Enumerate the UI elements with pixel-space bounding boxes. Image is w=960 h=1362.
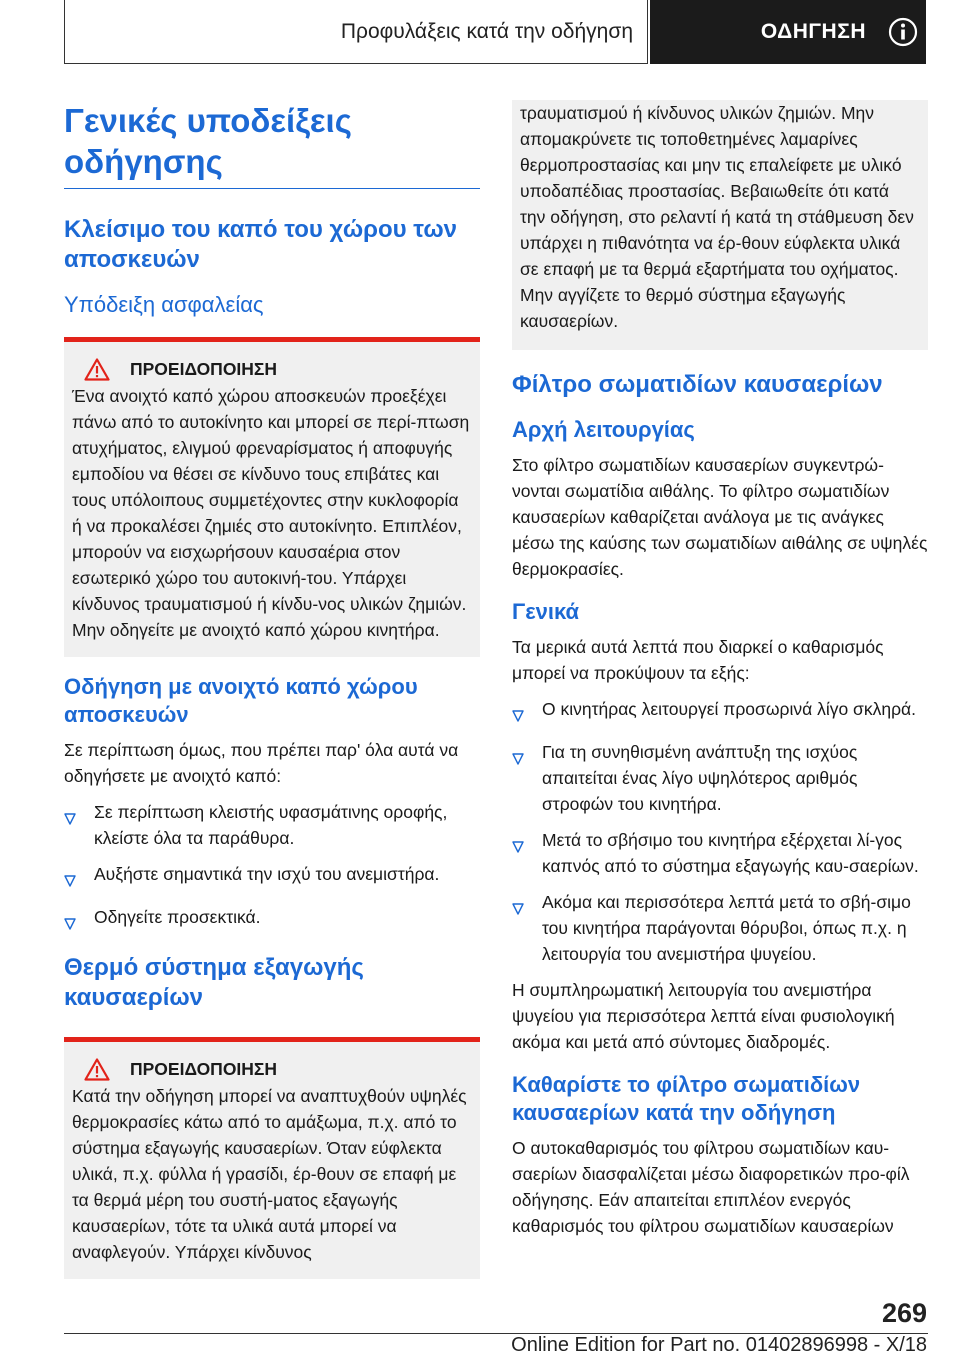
warning-text: τραυματισμού ή κίνδυνος υλικών ζημιών. Μην απομακρύνετε τις τοποθετημένες λαμαρίνες θερμοπροστασίας και μην τις επαλείφετε με υλικό υποδαπέδιας προστασίας. Βεβαιωθείτε ότι κατά την οδήγηση, στο ρελαντί ή κατά τη στάθμευση δεν υπάρχει η πιθανότητα να έρ-θουν εύφλεκτα υλικά σε επαφή με τα θερμά εξαρτήματα του οχήματος. Μην αγγίζετε το θερμό σύστημα εξαγωγής καυσαερίων. bbox=[520, 103, 914, 331]
bullet-triangle-icon bbox=[512, 696, 542, 729]
paragraph-principle: Στο φίλτρο σωματιδίων καυσαερίων συγκεντρώ-νονται σωματίδια αιθάλης. Το φίλτρο σωματιδίων καυσαερίων καθαρίζεται ανάλογα με τις ανάγκες μέσω της καύσης των σωματιδίων αιθάλης σε υψηλές θερμοκρασίες. bbox=[512, 455, 928, 579]
paragraph-fan: Η συμπληρωματική λειτουργία του ανεμιστήρα ψυγείου για περισσότερα λεπτά είναι φυσιολογική ακόμα και μετά από σύντομες διαδρομές. bbox=[512, 980, 895, 1052]
bullet-triangle-icon bbox=[64, 799, 94, 851]
heading-driving-open-lid: Οδήγηση με ανοιχτό καπό χώρου αποσκευών bbox=[64, 674, 418, 727]
warning-label: ΠΡΟΕΙΔΟΠΟΙΗΣΗ bbox=[130, 1059, 278, 1079]
paragraph-general: Τα μερικά αυτά λεπτά που διαρκεί ο καθαρισμός μπορεί να προκύψουν τα εξής: bbox=[512, 637, 884, 683]
paragraph-clean: Ο αυτοκαθαρισμός του φίλτρου σωματιδίων καυ-σαερίων διασφαλίζεται μέσω διαφορετικών προ-φίλ οδήγησης. Εάν απαιτείται επιπλέον ενεργός καθαρισμός του φίλτρου σωματιδίων καυσαερίων bbox=[512, 1138, 910, 1236]
warning-box-luggage bbox=[64, 337, 480, 657]
warning-box-exhaust bbox=[64, 1037, 480, 1279]
bullet-triangle-icon bbox=[64, 904, 94, 937]
list-item bbox=[512, 739, 928, 817]
warning-triangle-icon bbox=[84, 358, 110, 381]
list-item-text: Αυξήστε σημαντικά την ισχύ του ανεμιστήρα. bbox=[94, 864, 440, 884]
warning-label: ΠΡΟΕΙΔΟΠΟΙΗΣΗ bbox=[130, 359, 278, 379]
list-item-text: Ο κινητήρας λειτουργεί προσωρινά λίγο σκληρά. bbox=[542, 699, 917, 719]
header-section-tab bbox=[64, 0, 648, 64]
list-item-text: Σε περίπτωση κλειστής υφασμάτινης οροφής, κλείστε όλα τα παράθυρα. bbox=[94, 802, 448, 848]
bullet-triangle-icon bbox=[512, 889, 542, 967]
warning-triangle-icon bbox=[84, 1058, 110, 1081]
page-number: 269 bbox=[881, 1298, 927, 1328]
list-open-lid bbox=[64, 799, 480, 937]
warning-title bbox=[72, 358, 470, 381]
warning-box-exhaust-continued bbox=[512, 100, 928, 350]
bullet-triangle-icon bbox=[512, 739, 542, 817]
list-item bbox=[512, 827, 928, 879]
header-chapter-tab bbox=[650, 0, 926, 64]
heading-general: Γενικά bbox=[512, 599, 580, 624]
warning-title bbox=[72, 1058, 470, 1081]
list-item bbox=[64, 861, 480, 894]
heading-luggage-lid: Κλείσιμο του καπό του χώρου των αποσκευών bbox=[64, 216, 457, 273]
heading-clean-filter: Καθαρίστε το φίλτρο σωματιδίων καυσαερίων κατά την οδήγηση bbox=[512, 1072, 861, 1125]
header-chapter-title: ΟΔΗΓΗΣΗ bbox=[760, 20, 866, 43]
heading-safety-note: Υπόδειξη ασφαλείας bbox=[64, 292, 264, 317]
warning-text: Ένα ανοιχτό καπό χώρου αποσκευών προεξέχει πάνω από το αυτοκίνητο και μπορεί σε περί-πτωση ατυχήματος, ελιγμού φρεναρίσματος ή αποφυγής εμποδίου να θέσει σε κίνδυνο τους επιβάτες και τους υπόλοιπους συμμετέχοντες στην κυκλοφορία ή να προκαλέσει ζημιές στο αυτοκίνητο. Επιπλέον, μπορούν να εισχωρήσουν καυσαέρια στον εσωτερικό χώρο του αυτοκινή-του. Υπάρχει κίνδυνος τραυματισμού ή κίνδυ-νος υλικών ζημιών. Μην οδηγείτε με ανοιχτό καπό χώρου κινητήρα. bbox=[72, 386, 470, 640]
list-item bbox=[64, 799, 480, 851]
footer-edition: Online Edition for Part no. 01402896998 - X/18 bbox=[511, 1334, 927, 1356]
paragraph-open-lid: Σε περίπτωση όμως, που πρέπει παρ' όλα αυτά να οδηγήσετε με ανοιχτό καπό: bbox=[64, 740, 459, 786]
warning-text: Κατά την οδήγηση μπορεί να αναπτυχθούν υψηλές θερμοκρασίες κάτω από το αμάξωμα, π.χ. από το σύστημα εξαγωγής καυσαερίων. Όταν εύφλεκτα υλικά, π.χ. φύλλα ή γρασίδι, έρ-θουν σε επαφή με τα θερμά μέρη του συστή-ματος εξαγωγής καυσαερίων, τότε τα υλικά αυτά μπορεί να αναφλεγούν. Υπάρχει κίνδυνος bbox=[72, 1086, 467, 1262]
list-general bbox=[512, 696, 928, 967]
page-title: Γενικές υποδείξεις οδήγησης bbox=[64, 100, 480, 189]
header-section-title: Προφυλάξεις κατά την οδήγηση bbox=[340, 19, 633, 43]
list-item bbox=[64, 904, 480, 937]
list-item bbox=[512, 696, 928, 729]
right-column bbox=[512, 100, 928, 1239]
heading-particulate-filter: Φίλτρο σωματιδίων καυσαερίων bbox=[512, 371, 883, 398]
list-item-text: Οδηγείτε προσεκτικά. bbox=[94, 907, 261, 927]
list-item-text: Μετά το σβήσιμο του κινητήρα εξέρχεται λί-γος καπνός από το σύστημα εξαγωγής καυ-σαερίων. bbox=[542, 830, 919, 876]
list-item-text: Ακόμα και περισσότερα λεπτά μετά το σβή-σιμο του κινητήρα παράγονται θόρυβοι, όπως π.χ. η λειτουργία του ανεμιστήρα ψυγείου. bbox=[542, 892, 911, 964]
bullet-triangle-icon bbox=[64, 861, 94, 894]
left-column bbox=[64, 100, 480, 1279]
heading-principle: Αρχή λειτουργίας bbox=[512, 417, 695, 442]
heading-hot-exhaust: Θερμό σύστημα εξαγωγής καυσαερίων bbox=[64, 954, 364, 1011]
list-item-text: Για τη συνηθισμένη ανάπτυξη της ισχύος απαιτείται ένας λίγο υψηλότερος αριθμός στροφών του κινητήρα. bbox=[542, 742, 858, 814]
bullet-triangle-icon bbox=[512, 827, 542, 879]
info-icon bbox=[888, 17, 918, 47]
list-item bbox=[512, 889, 928, 967]
